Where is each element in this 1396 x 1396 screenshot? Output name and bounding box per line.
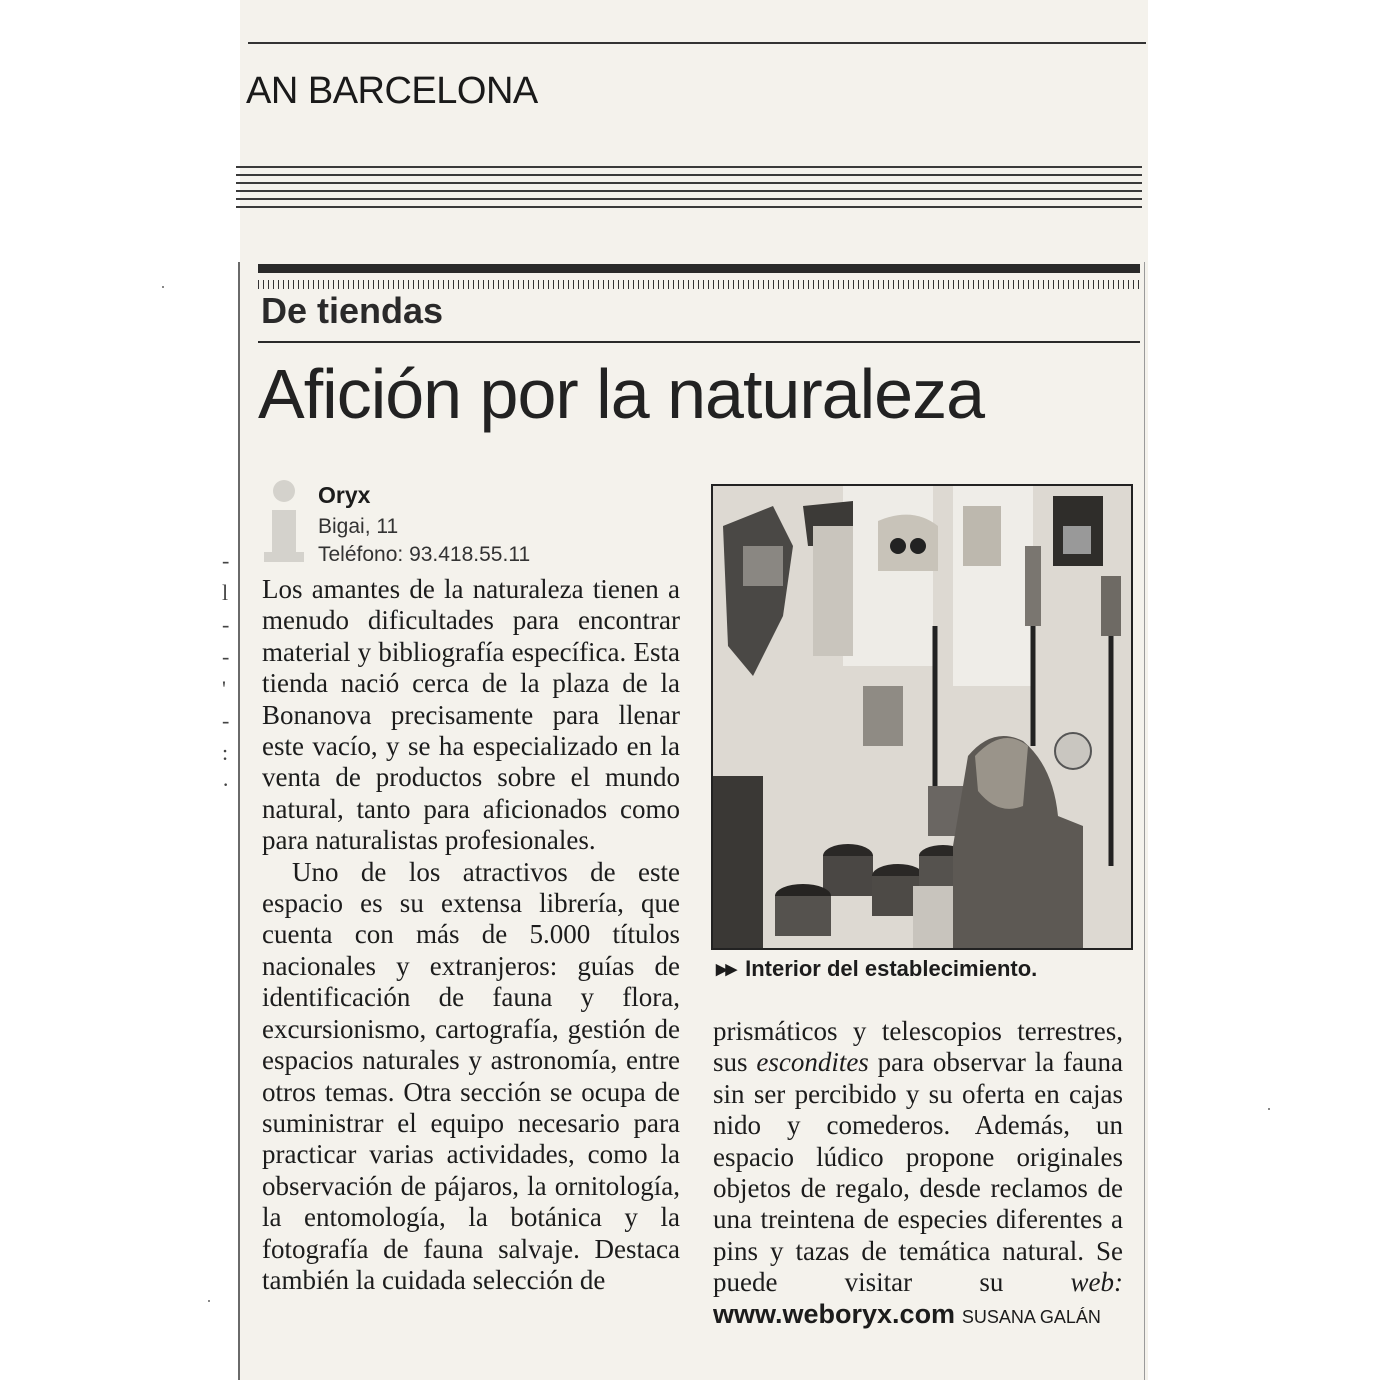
col2-italic-2: web:: [1070, 1267, 1123, 1298]
margin-marks: - l - - ' - : ·: [222, 548, 230, 797]
newspaper-name: AN BARCELONA: [246, 70, 538, 112]
scan-speck: [208, 1300, 210, 1302]
scan-speck: [162, 286, 164, 288]
info-icon: [264, 480, 304, 564]
section-tick-rule: [258, 280, 1140, 289]
caption-arrows-icon: ▶▶: [716, 961, 736, 978]
photo-caption-text: Interior del establecimiento.: [745, 956, 1038, 981]
clipping-left-edge: [238, 262, 240, 1380]
masthead-rule: [248, 42, 1146, 44]
article-paragraph-3: [713, 1016, 1123, 1333]
shop-address: Bigai, 11: [318, 515, 399, 538]
scan-speck: [1268, 1108, 1270, 1110]
col2-text-2: para observar la fauna sin ser percibido y su oferta en cajas nido y comederos. Además, un espacio lúdico propone originales objetos de regalo, desde reclamos de una treintena de especies diferentes a pins y tazas de temática natural. Se puede visitar su: [713, 1047, 1123, 1298]
clipping-right-edge: [1144, 262, 1145, 1380]
article-headline: Afición por la naturaleza: [258, 355, 984, 433]
masthead-hatch: [236, 166, 1142, 216]
store-interior-photo: [711, 484, 1133, 950]
section-label: De tiendas: [261, 290, 444, 331]
section-thick-rule: [258, 264, 1140, 273]
section-thin-rule: [258, 341, 1140, 343]
article-column-1: [262, 574, 680, 1296]
article-paragraph-2: Uno de los atractivos de este espacio es su extensa librería, que cuenta con más de 5.000 títulos nacionales y extranjeros: guías de identificación de fauna y flora, excursionismo, cartografía, gestión de espacios naturales y astronomía, entre otros temas. Otra sección se ocupa de suministrar el equipo necesario para practicar varias actividades, como la observación de pájaros, la ornitología, la entomología, la botánica y la fotografía de fauna salvaje. Destaca también la cuidada selección de: [262, 856, 680, 1295]
col2-italic-1: escondites: [756, 1047, 869, 1078]
photo-illustration: [713, 486, 1131, 948]
article-column-2: [713, 1016, 1123, 1333]
photo-caption: [716, 956, 1037, 982]
shop-phone: Teléfono: 93.418.55.11: [318, 543, 531, 566]
article-author: SUSANA GALÁN: [961, 1306, 1101, 1327]
website-url: www.weboryx.com: [713, 1298, 956, 1329]
shop-name: Oryx: [318, 482, 371, 508]
article-paragraph-1: Los amantes de la naturaleza tienen a menudo dificultades para encontrar material y bibliografía específica. Esta tienda nació cerca de la plaza de la Bonanova precisamente para llenar este vacío, y se ha especializado en la venta de productos sobre el mundo natural, tanto para aficionados como para naturalistas profesionales.: [262, 574, 680, 856]
col2-text-1: prismáticos y telescopios terrestres, sus: [713, 1016, 1123, 1078]
